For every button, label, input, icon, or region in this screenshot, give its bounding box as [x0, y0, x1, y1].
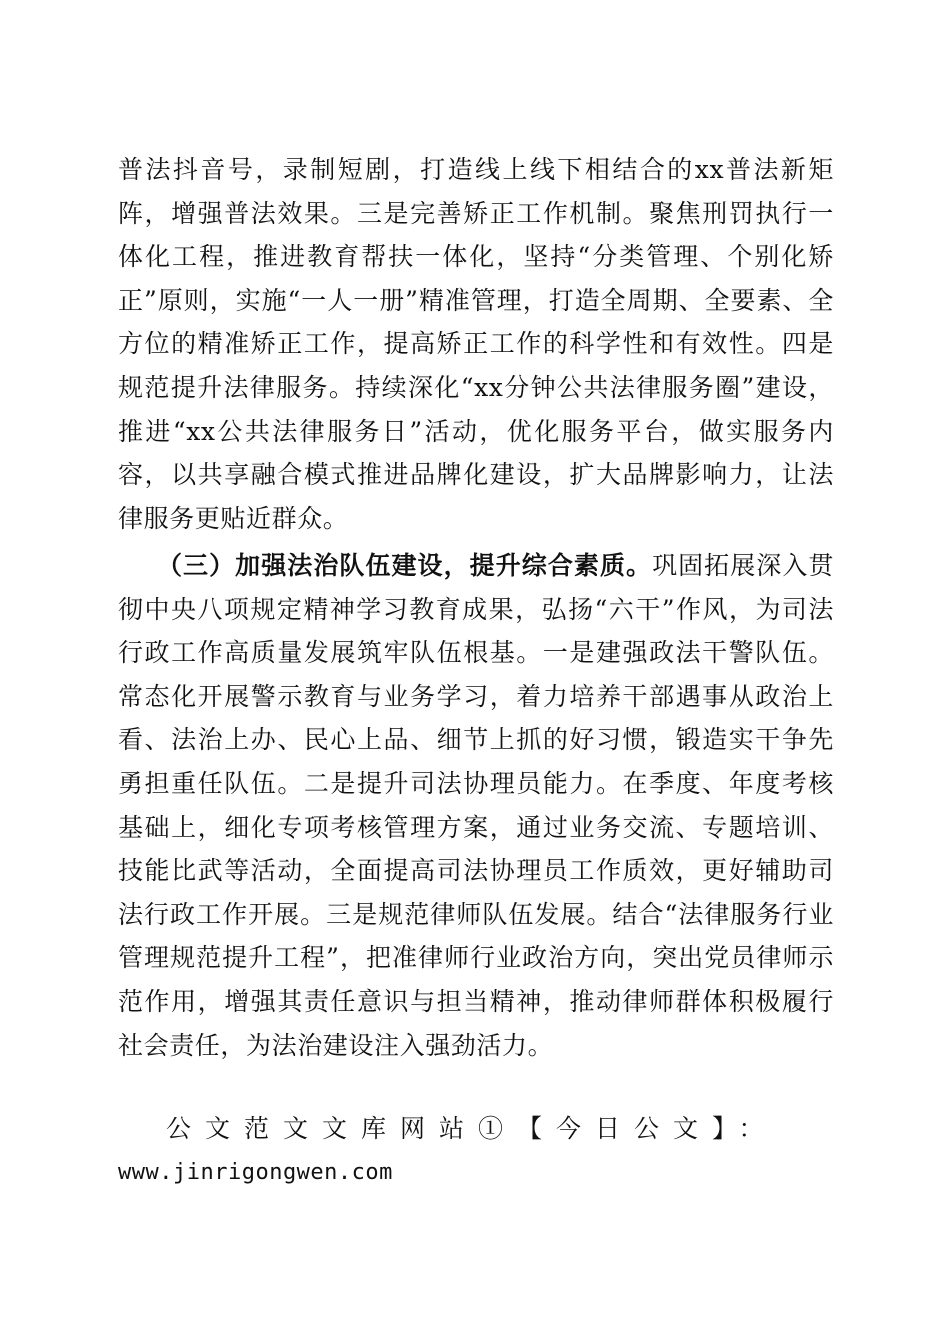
- paragraph-legal-services: [118, 148, 834, 540]
- source-footer: [118, 1107, 834, 1194]
- section-heading: （三）加强法治队伍建设，提升综合素质。: [157, 551, 653, 580]
- paragraph-text: 巩固拓展深入贯彻中央八项规定精神学习教育成果，弘扬“六干”作风，为司法行政工作高质量发展筑牢队伍根基。一是建强政法干警队伍。常态化开展警示教育与业务学习，着力培养干部遇事从政治上看、法治上办、民心上品、细节上抓的好习惯，锻造实干争先勇担重任队伍。二是提升司法协理员能力。在季度、年度考核基础上，细化专项考核管理方案，通过业务交流、专题培训、技能比武等活动，全面提高司法协理员工作质效，更好辅助司法行政工作开展。三是规范律师队伍发展。结合“法律服务行业管理规范提升工程”，把准律师行业政治方向，突出党员律师示范作用，增强其责任意识与担当精神，推动律师群体积极履行社会责任，为法治建设注入强劲活力。: [118, 551, 834, 1060]
- paragraph-text: 普法抖音号，录制短剧，打造线上线下相结合的xx普法新矩阵，增强普法效果。三是完善矫正工作机制。聚焦刑罚执行一体化工程，推进教育帮扶一体化，坚持“分类管理、个别化矫正”原则，实施“一人一册”精准管理，打造全周期、全要素、全方位的精准矫正工作，提高矫正工作的科学性和有效性。四是规范提升法律服务。持续深化“xx分钟公共法律服务圈”建设，推进“xx公共法律服务日”活动，优化服务平台，做实服务内容，以共享融合模式推进品牌化建设，扩大品牌影响力，让法律服务更贴近群众。: [118, 155, 834, 533]
- paragraph-team-building: [118, 544, 834, 1067]
- source-label: 公文范文文库网站①【今日公文】：: [166, 1114, 778, 1143]
- source-url: www.jinrigongwen.com: [118, 1159, 393, 1185]
